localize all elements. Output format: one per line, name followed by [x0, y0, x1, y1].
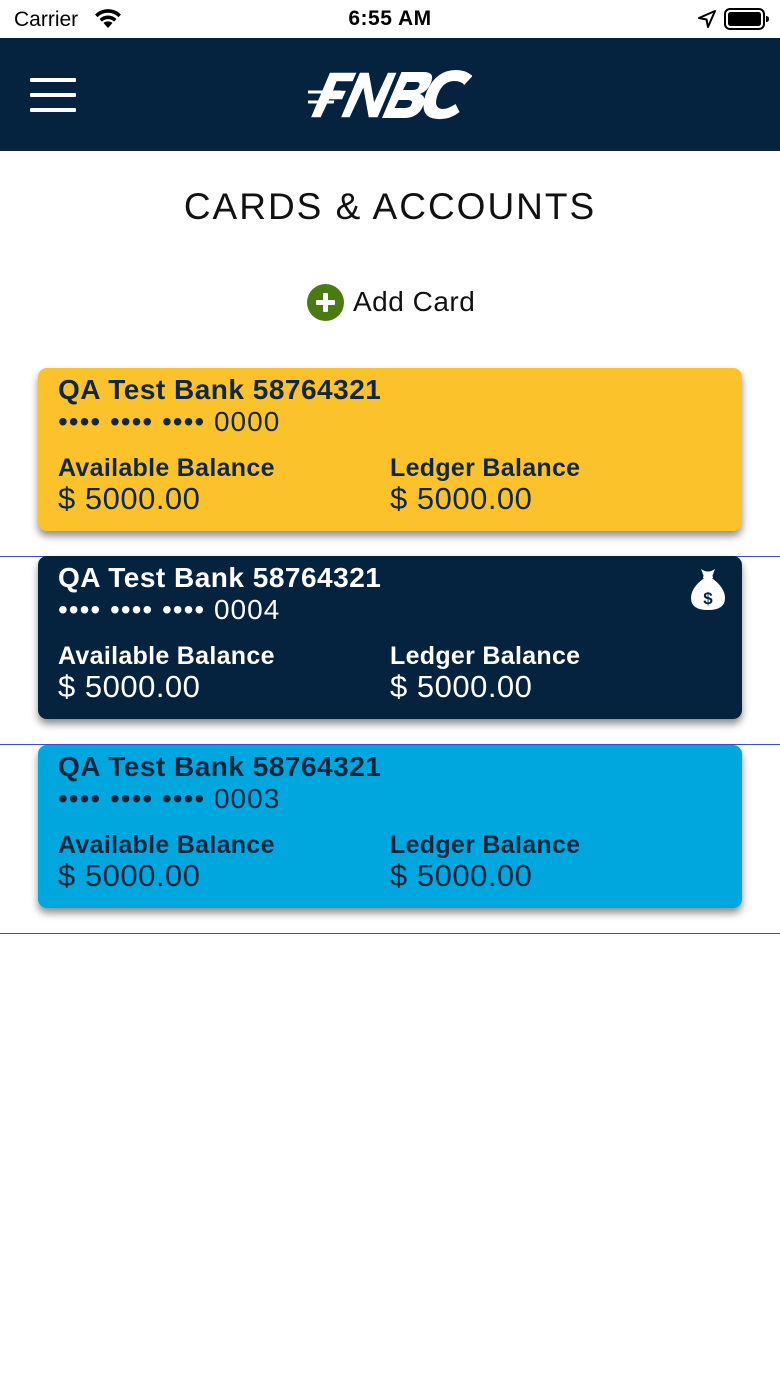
- status-bar: [0, 0, 780, 38]
- account-card[interactable]: [38, 368, 742, 531]
- card-number: •••• •••• •••• 0004: [58, 594, 281, 625]
- available-balance-value: $ 5000.00: [58, 858, 201, 893]
- account-card[interactable]: [38, 745, 742, 908]
- ledger-balance-label: Ledger Balance: [390, 642, 581, 670]
- nav-header: [0, 38, 780, 151]
- ledger-balance-label: Ledger Balance: [390, 454, 581, 482]
- add-card-button[interactable]: [307, 283, 475, 321]
- hamburger-menu-icon[interactable]: [30, 78, 76, 112]
- ledger-balance-label: Ledger Balance: [390, 831, 581, 859]
- card-row: [0, 745, 780, 934]
- fnbc-logo: [308, 62, 472, 126]
- location-arrow-icon: [697, 9, 717, 29]
- available-balance-value: $ 5000.00: [58, 481, 201, 516]
- ledger-balance-value: $ 5000.00: [390, 858, 533, 893]
- plus-circle-icon[interactable]: [307, 284, 344, 321]
- ledger-balance-value: $ 5000.00: [390, 669, 533, 704]
- page-title: CARDS & ACCOUNTS: [183, 186, 597, 227]
- available-balance-value: $ 5000.00: [58, 669, 201, 704]
- card-row: [0, 368, 780, 557]
- money-bag-icon: [688, 566, 728, 612]
- add-card-label[interactable]: Add Card: [353, 286, 476, 317]
- account-card[interactable]: [38, 556, 742, 719]
- ledger-balance-value: $ 5000.00: [390, 481, 533, 516]
- card-bank-name: QA Test Bank 58764321: [58, 751, 382, 782]
- card-bank-name: QA Test Bank 58764321: [58, 374, 382, 405]
- available-balance-label: Available Balance: [58, 642, 275, 670]
- carrier-label: Carrier: [14, 8, 79, 31]
- card-row: [0, 556, 780, 745]
- card-bank-name: QA Test Bank 58764321: [58, 562, 382, 593]
- clock: 6:55 AM: [348, 7, 432, 30]
- card-number: •••• •••• •••• 0003: [58, 783, 281, 814]
- svg-text:$: $: [703, 589, 713, 608]
- card-number: •••• •••• •••• 0000: [58, 406, 281, 437]
- battery-icon: [724, 8, 770, 30]
- available-balance-label: Available Balance: [58, 831, 275, 859]
- available-balance-label: Available Balance: [58, 454, 275, 482]
